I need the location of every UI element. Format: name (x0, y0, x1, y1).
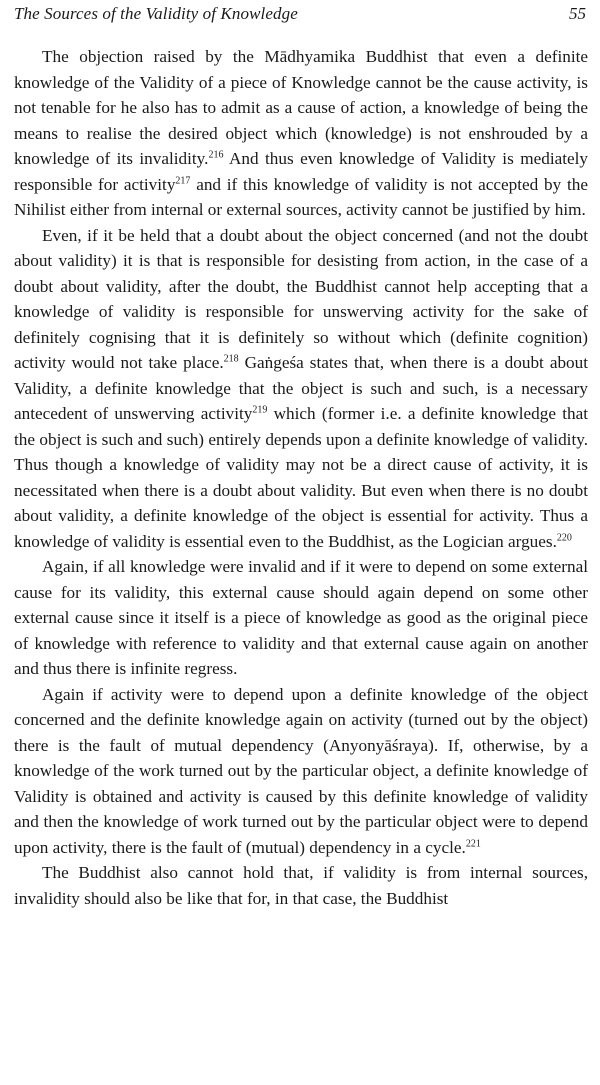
paragraph-mutual-dependency (14, 682, 588, 861)
text-segment: The Buddhist also cannot hold that, if validity is from internal sources, invalidity should also be like that for, in that case, the Buddhist (14, 863, 588, 908)
footnote-ref-217: 217 (175, 174, 191, 186)
paragraph-mahdyamika-objection (14, 44, 588, 223)
page-number: 55 (569, 4, 586, 23)
paragraph-internal-sources (14, 860, 588, 911)
text-segment: And thus even knowledge of Validity is mediately responsible for activity (14, 149, 588, 194)
text-segment: Again if activity were to depend upon a definite knowledge of the object concerned and the definite knowledge again on activity (turned out by the object) there is the fault of mutual dependency (Anyonyāśraya). If, otherwise, by a knowledge of the work turned out by the particular object, a definite knowledge of Validity is obtained and activity is caused by this definite knowledge of validity and then the knowledge of work turned out by the particular object were to depend upon activity, there is the fault of (mutual) dependency in a cycle. (14, 684, 588, 857)
text-segment: and if this knowledge of validity is not accepted by the Nihilist either from internal or external sources, activity cannot be justified by him. (14, 174, 589, 219)
text-segment: Even, if it be held that a doubt about the object concerned (and not the doubt about validity) it is that is responsible for desisting from action, in the case of a doubt about validity, after the doubt, the Buddhist cannot help accepting that a knowledge of validity is responsible for unswerving activity for the sake of definitely cognising that it is definitely so without which (definite cognition) activity would not take place. (14, 225, 588, 372)
body-text (14, 44, 588, 911)
footnote-ref-218: 218 (223, 353, 239, 365)
text-segment: Gaṅgeśa states that, when there is a doubt about Validity, a definite knowledge that the object is such and such, is a necessary antecedent of unswerving activity (14, 353, 589, 423)
footnote-ref-216: 216 (208, 149, 224, 161)
running-title: The Sources of the Validity of Knowledge (14, 4, 298, 23)
footnote-ref-219: 219 (252, 404, 268, 416)
text-segment: The objection raised by the Mādhyamika Buddhist that even a definite knowledge of the Validity of a piece of Knowledge cannot be the cause activity, is not tenable for he also has to admit as a cause of action, a knowledge of being the means to realise the desired object which (knowledge) is not enshrouded by a knowledge of its invalidity. (14, 47, 588, 168)
paragraph-doubt-about-object (14, 223, 588, 555)
text-segment: which (former i.e. a definite knowledge that the object is such and such) entirely depends upon a definite knowledge of validity. Thus though a knowledge of validity may not be a direct cause of activity, it is necessitated when there is a doubt about validity. But even when there is no doubt about validity, a definite knowledge of the object is essential for activity. Thus a knowledge of validity is essential even to the Buddhist, as the Logician argues. (14, 404, 588, 551)
page-header (14, 4, 588, 30)
footnote-ref-221: 221 (465, 837, 481, 849)
footnote-ref-220: 220 (556, 531, 572, 543)
text-segment: Again, if all knowledge were invalid and if it were to depend on some external cause for its validity, this external cause should again depend on some other external cause since it itself is a piece of knowledge as good as the original piece of knowledge with reference to validity and that external cause again on another and thus there is infinite regress. (14, 557, 588, 678)
paragraph-infinite-regress (14, 554, 588, 682)
